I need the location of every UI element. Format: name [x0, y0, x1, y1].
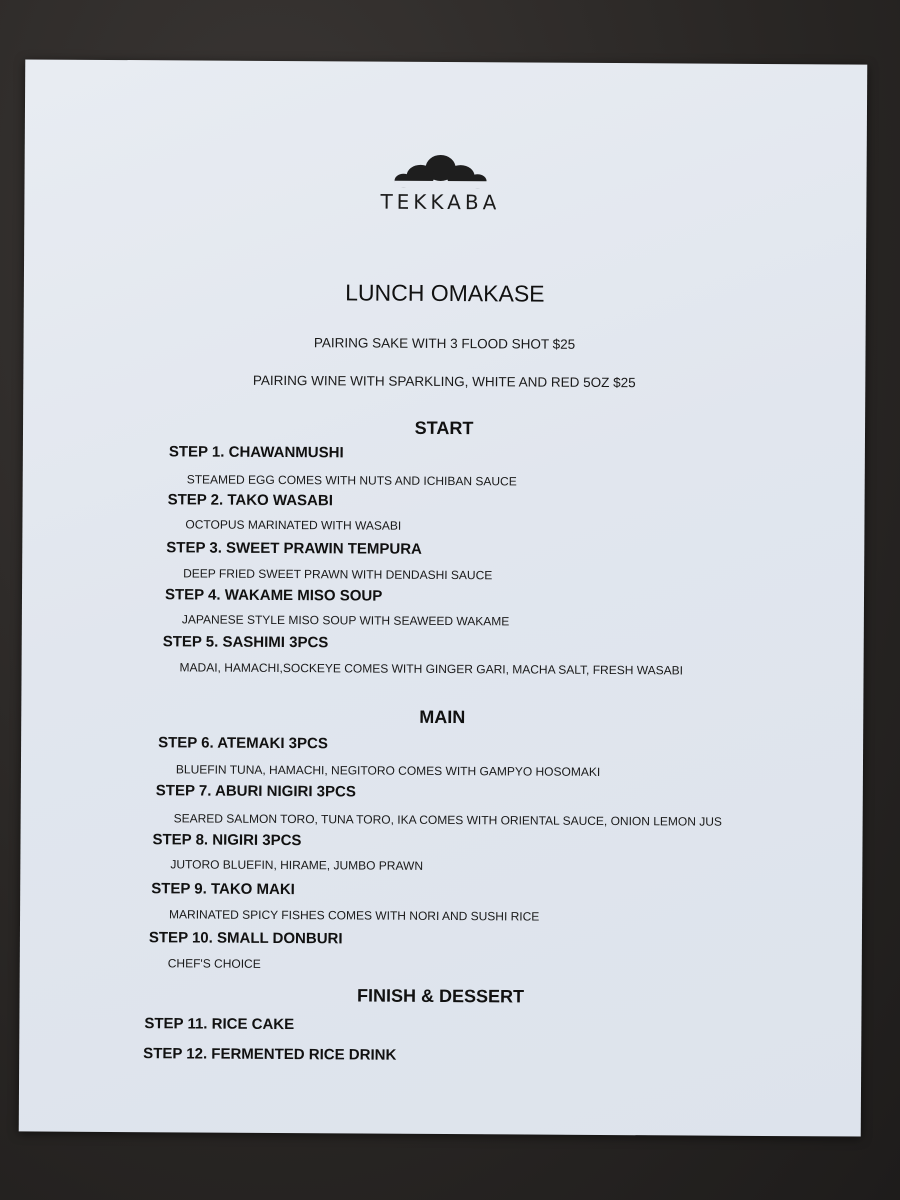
- section-heading-start: START: [414, 417, 474, 439]
- section-heading-main: MAIN: [419, 706, 466, 728]
- step-title: STEP 7. ABURI NIGIRI 3PCS: [155, 782, 356, 801]
- step-description: OCTOPUS MARINATED WITH WASABI: [185, 517, 402, 533]
- step-title: STEP 1. CHAWANMUSHI: [168, 443, 344, 462]
- menu-sheet: [19, 59, 868, 1136]
- step-description: MADAI, HAMACHI,SOCKEYE COMES WITH GINGER GARI, MACHA SALT, FRESH WASABI: [179, 660, 684, 678]
- step-title: STEP 10. SMALL DONBURI: [148, 929, 343, 948]
- step-description: DEEP FRIED SWEET PRAWN WITH DENDASHI SAUCE: [183, 566, 493, 583]
- step-description: BLUEFIN TUNA, HAMACHI, NEGITORO COMES WITH GAMPYO HOSOMAKI: [175, 762, 601, 779]
- section-heading-finish-dessert: FINISH & DESSERT: [356, 985, 525, 1007]
- step-title: STEP 4. WAKAME MISO SOUP: [164, 586, 383, 605]
- step-description: STEAMED EGG COMES WITH NUTS AND ICHIBAN SAUCE: [186, 472, 517, 489]
- cloud-logo-icon: [395, 154, 487, 189]
- step-title: STEP 3. SWEET PRAWIN TEMPURA: [166, 539, 422, 558]
- step-title: STEP 12. FERMENTED RICE DRINK: [143, 1045, 397, 1064]
- step-title: STEP 2. TAKO WASABI: [167, 491, 333, 510]
- step-title: STEP 5. SASHIMI 3PCS: [162, 633, 329, 652]
- step-title: STEP 8. NIGIRI 3PCS: [152, 831, 302, 850]
- step-description: JAPANESE STYLE MISO SOUP WITH SEAWEED WAKAME: [181, 612, 510, 629]
- step-description: MARINATED SPICY FISHES COMES WITH NORI AND SUSHI RICE: [169, 907, 540, 924]
- logo: [380, 154, 500, 215]
- brand-name: TEKKABA: [380, 189, 501, 215]
- step-description: SEARED SALMON TORO, TUNA TORO, IKA COMES WITH ORIENTAL SAUCE, ONION LEMON JUS: [173, 811, 723, 829]
- menu-title: LUNCH OMAKASE: [345, 279, 545, 307]
- step-title: STEP 6. ATEMAKI 3PCS: [158, 734, 328, 753]
- pairing-wine: PAIRING WINE WITH SPARKLING, WHITE AND RED 5OZ $25: [252, 372, 636, 391]
- step-description: JUTORO BLUEFIN, HIRAME, JUMBO PRAWN: [170, 857, 424, 873]
- step-description: CHEF'S CHOICE: [167, 956, 261, 971]
- step-title: STEP 9. TAKO MAKI: [151, 880, 295, 899]
- pairing-sake: PAIRING SAKE WITH 3 FLOOD SHOT $25: [313, 335, 576, 352]
- step-title: STEP 11. RICE CAKE: [144, 1015, 295, 1034]
